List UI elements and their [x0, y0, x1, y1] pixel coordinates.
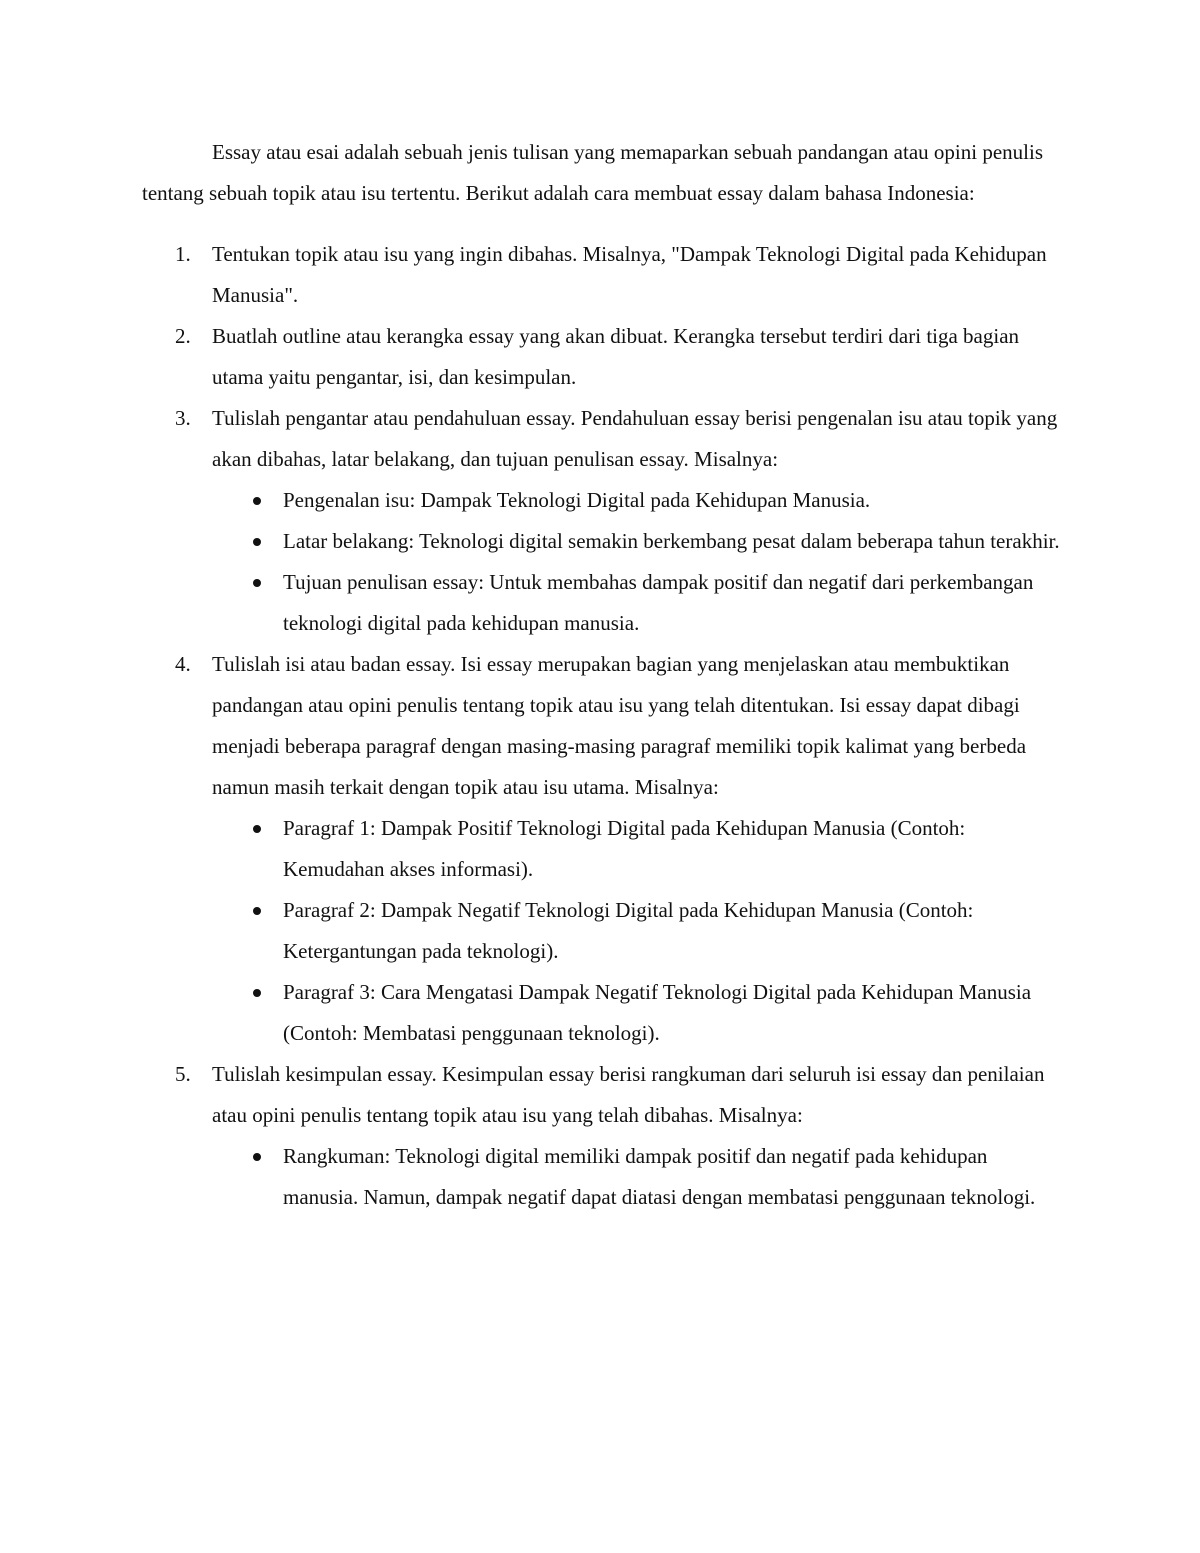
list-item-text: Tulislah isi atau badan essay. Isi essay merupakan bagian yang menjelaskan atau membuktikan pandangan atau opini penulis tentang topik atau isu yang telah ditentukan. Isi essay dapat dibagi menjadi beberapa paragraf dengan masing-masing paragraf memiliki topik kalimat yang berbeda namun masih terkait dengan topik atau isu utama. Misalnya: — [212, 652, 1027, 799]
list-number: 5. — [175, 1062, 191, 1086]
bullet-icon — [253, 579, 261, 587]
bullet-icon — [253, 497, 261, 505]
bullet-item — [142, 480, 1062, 521]
list-number: 2. — [175, 324, 191, 348]
list-item — [142, 398, 1062, 644]
list-item — [142, 234, 1062, 316]
bullet-item — [142, 562, 1062, 644]
document-page — [142, 132, 1062, 1218]
list-number: 3. — [175, 406, 191, 430]
bullet-item — [142, 890, 1062, 972]
bullet-icon — [253, 1153, 261, 1161]
steps-list — [142, 234, 1062, 1218]
bullet-text: Pengenalan isu: Dampak Teknologi Digital pada Kehidupan Manusia. — [283, 488, 871, 512]
list-item-text: Buatlah outline atau kerangka essay yang akan dibuat. Kerangka tersebut terdiri dari tiga bagian utama yaitu pengantar, isi, dan kesimpulan. — [212, 324, 1020, 389]
bullet-item — [142, 521, 1062, 562]
bullet-text: Paragraf 3: Cara Mengatasi Dampak Negatif Teknologi Digital pada Kehidupan Manusia (Contoh: Membatasi penggunaan teknologi). — [283, 980, 1032, 1045]
list-item-text: Tulislah kesimpulan essay. Kesimpulan essay berisi rangkuman dari seluruh isi essay dan penilaian atau opini penulis tentang topik atau isu yang telah dibahas. Misalnya: — [212, 1062, 1045, 1127]
bullet-text: Paragraf 1: Dampak Positif Teknologi Digital pada Kehidupan Manusia (Contoh: Kemudahan akses informasi). — [283, 816, 966, 881]
bullet-item — [142, 808, 1062, 890]
bullet-icon — [253, 989, 261, 997]
bullet-item — [142, 972, 1062, 1054]
list-item-text: Tulislah pengantar atau pendahuluan essay. Pendahuluan essay berisi pengenalan isu atau topik yang akan dibahas, latar belakang, dan tujuan penulisan essay. Misalnya: — [212, 406, 1058, 471]
list-number: 1. — [175, 242, 191, 266]
list-number: 4. — [175, 652, 191, 676]
list-item — [142, 316, 1062, 398]
bullet-text: Rangkuman: Teknologi digital memiliki dampak positif dan negatif pada kehidupan manusia. Namun, dampak negatif dapat diatasi dengan membatasi penggunaan teknologi. — [283, 1144, 1036, 1209]
bullet-icon — [253, 538, 261, 546]
bullet-item — [142, 1136, 1062, 1218]
intro-paragraph: Essay atau esai adalah sebuah jenis tulisan yang memaparkan sebuah pandangan atau opini penulis tentang sebuah topik atau isu tertentu. Berikut adalah cara membuat essay dalam bahasa Indonesia: — [142, 140, 1043, 205]
list-item — [142, 644, 1062, 1054]
bullet-text: Tujuan penulisan essay: Untuk membahas dampak positif dan negatif dari perkembangan teknologi digital pada kehidupan manusia. — [283, 570, 1034, 635]
bullet-icon — [253, 907, 261, 915]
list-item-text: Tentukan topik atau isu yang ingin dibahas. Misalnya, "Dampak Teknologi Digital pada Kehidupan Manusia". — [212, 242, 1047, 307]
bullet-text: Latar belakang: Teknologi digital semakin berkembang pesat dalam beberapa tahun terakhir. — [283, 529, 1060, 553]
bullet-list — [212, 808, 1062, 1054]
bullet-list — [212, 480, 1062, 644]
bullet-icon — [253, 825, 261, 833]
bullet-list — [212, 1136, 1062, 1218]
bullet-text: Paragraf 2: Dampak Negatif Teknologi Digital pada Kehidupan Manusia (Contoh: Ketergantungan pada teknologi). — [283, 898, 974, 963]
list-item — [142, 1054, 1062, 1218]
